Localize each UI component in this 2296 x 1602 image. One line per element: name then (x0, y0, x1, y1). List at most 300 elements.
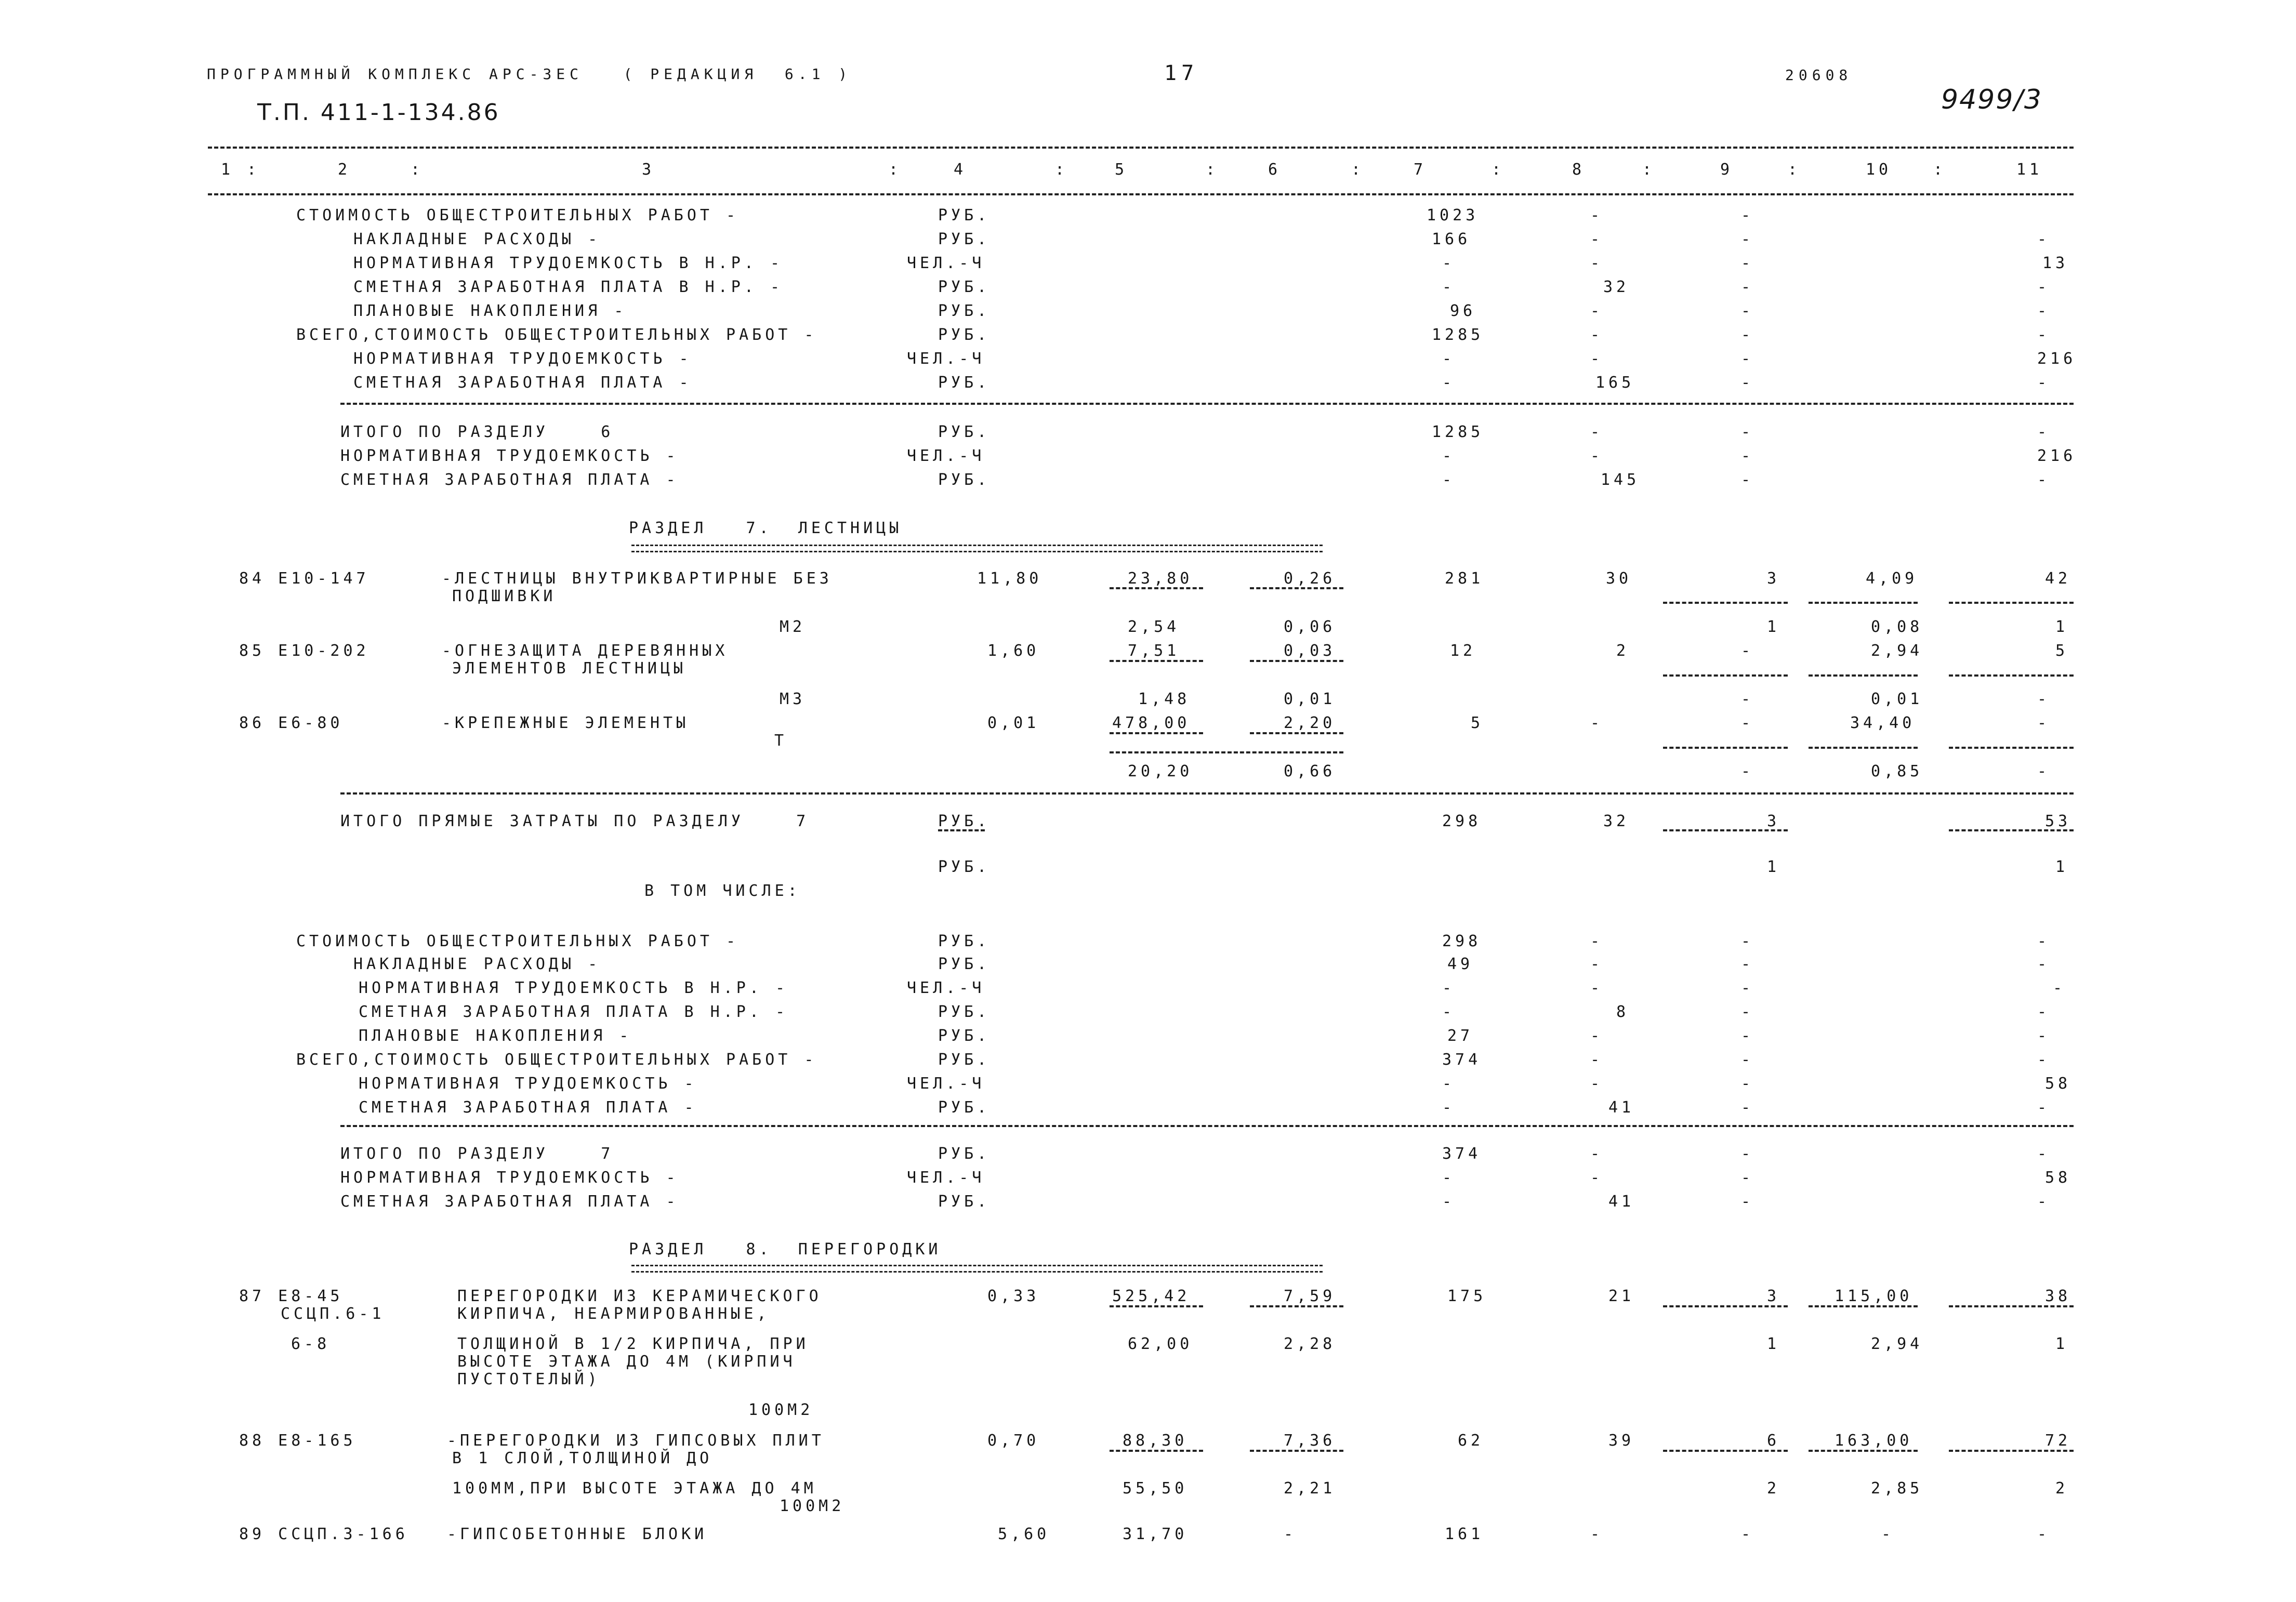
table-cell: - (1741, 447, 1754, 465)
table-cell: - (2037, 374, 2051, 392)
table-cell: НОРМАТИВНАЯ ТРУДОЕМКОСТЬ - (340, 447, 679, 465)
table-cell: ВЫСОТЕ ЭТАЖА ДО 4М (КИРПИЧ (457, 1353, 796, 1371)
table-cell: НОРМАТИВНАЯ ТРУДОЕМКОСТЬ - (340, 1169, 679, 1187)
table-cell: - (2037, 278, 2051, 296)
table-cell: 12 (1450, 642, 1476, 660)
rule-87-c10 (1809, 1305, 1918, 1307)
table-cell: РУБ. (938, 1027, 991, 1045)
table-cell: 87 Е8-45 (239, 1287, 344, 1305)
table-cell: - (1442, 471, 1456, 489)
table-cell: 0,06 (1284, 618, 1336, 636)
table-cell: - (1442, 278, 1456, 296)
table-cell: -ЛЕСТНИЦЫ ВНУТРИКВАРТИРНЫЕ БЕЗ (442, 570, 833, 588)
table-cell: 27 (1447, 1027, 1474, 1045)
table-cell: 3 (1767, 812, 1780, 830)
table-cell: - (1741, 932, 1754, 950)
rule-top (208, 147, 2074, 149)
rule-86-c5 (1110, 732, 1203, 734)
table-cell: - (2037, 423, 2051, 441)
table-cell: РУБ. (938, 374, 991, 392)
table-cell: ПУСТОТЕЛЫЙ) (457, 1370, 601, 1388)
table-cell: СТОИМОСТЬ ОБЩЕСТРОИТЕЛЬНЫХ РАБОТ - (296, 206, 740, 224)
rule-88-c9 (1663, 1450, 1788, 1452)
table-cell: - (1442, 374, 1456, 392)
rule-section6-subtotal (340, 403, 2074, 405)
rule-86-c9 (1663, 747, 1788, 749)
table-cell: - (1741, 1525, 1754, 1543)
rule-88-c5 (1110, 1450, 1203, 1452)
table-cell: СМЕТНАЯ ЗАРАБОТНАЯ ПЛАТА - (340, 1193, 679, 1211)
table-cell: 298 (1442, 932, 1482, 950)
table-cell: 2 (1767, 1479, 1780, 1498)
table-cell: 34,40 (1850, 714, 1916, 732)
rule-86-c10 (1809, 747, 1918, 749)
table-cell: 88,30 (1123, 1432, 1188, 1450)
column-separator: : (411, 161, 424, 179)
document-code: 20608 (1785, 67, 1853, 84)
table-cell: 5 (2055, 642, 2069, 660)
table-cell: 0,85 (1871, 762, 1923, 780)
table-cell: - (1590, 302, 1604, 320)
table-cell: -ПЕРЕГОРОДКИ ИЗ ГИПСОВЫХ ПЛИТ (447, 1432, 825, 1450)
table-cell: - (1741, 979, 1754, 997)
table-cell: 163,00 (1835, 1432, 1913, 1450)
table-cell: 2 (2055, 1479, 2069, 1498)
table-cell: ИТОГО ПО РАЗДЕЛУ 6 (340, 423, 614, 441)
table-cell: РУБ. (938, 471, 991, 489)
column-number: 10 (1866, 161, 1892, 179)
table-cell: 0,01 (1871, 690, 1923, 708)
table-cell: 100ММ,ПРИ ВЫСОТЕ ЭТАЖА ДО 4М (452, 1479, 817, 1498)
table-cell: 0,03 (1284, 642, 1336, 660)
table-cell: НОРМАТИВНАЯ ТРУДОЕМКОСТЬ - (353, 350, 692, 368)
table-cell: СМЕТНАЯ ЗАРАБОТНАЯ ПЛАТА - (340, 471, 679, 489)
column-number: 11 (2016, 161, 2043, 179)
rule-85-c5 (1110, 660, 1203, 662)
rule-section7-items-total (1110, 751, 1343, 753)
column-number: 7 (1414, 161, 1427, 179)
table-cell: ЧЕЛ.-Ч (907, 979, 985, 997)
table-cell: 1023 (1427, 206, 1479, 224)
document-id: Т.П. 411-1-134.86 (257, 99, 500, 126)
column-separator: : (1492, 161, 1505, 179)
table-cell: 2,54 (1128, 618, 1180, 636)
table-cell: 85 Е10-202 (239, 642, 370, 660)
table-cell: 298 (1442, 812, 1482, 830)
table-cell: - (1442, 1075, 1456, 1093)
table-cell: - (1741, 206, 1754, 224)
table-cell: - (1442, 254, 1456, 272)
table-cell: 0,01 (987, 714, 1040, 732)
table-cell: 3 (1767, 1287, 1780, 1305)
rule-85-c10 (1809, 674, 1918, 677)
table-cell: РУБ. (938, 423, 991, 441)
table-cell: 2,20 (1284, 714, 1336, 732)
table-cell: - (1590, 1027, 1604, 1045)
table-cell: - (1741, 1003, 1754, 1021)
table-cell: СМЕТНАЯ ЗАРАБОТНАЯ ПЛАТА - (359, 1098, 697, 1117)
table-cell: 84 Е10-147 (239, 570, 370, 588)
rule-85-c6 (1250, 660, 1343, 662)
rule-85-c11 (1949, 674, 2074, 677)
table-cell: 165 (1595, 374, 1635, 392)
table-cell: - (1590, 423, 1604, 441)
table-cell: - (1741, 955, 1754, 973)
table-cell: 115,00 (1835, 1287, 1913, 1305)
rule-85-c9 (1663, 674, 1788, 677)
table-cell: РАЗДЕЛ 7. ЛЕСТНИЦЫ (629, 519, 903, 537)
table-cell: - (1741, 762, 1754, 780)
column-number: 8 (1572, 161, 1586, 179)
table-cell: - (1442, 1003, 1456, 1021)
table-cell: М2 (780, 618, 806, 636)
table-cell: 0,08 (1871, 618, 1923, 636)
table-cell: - (1590, 1169, 1604, 1187)
table-cell: 39 (1608, 1432, 1635, 1450)
rule-86-c6 (1250, 732, 1343, 734)
table-cell: 3 (1767, 570, 1780, 588)
table-cell: 31,70 (1123, 1525, 1188, 1543)
table-cell: РУБ. (938, 1193, 991, 1211)
column-separator: : (1055, 161, 1068, 179)
table-cell: 11,80 (977, 570, 1043, 588)
table-cell: ЧЕЛ.-Ч (907, 350, 985, 368)
table-cell: М3 (780, 690, 806, 708)
table-cell: СМЕТНАЯ ЗАРАБОТНАЯ ПЛАТА - (353, 374, 692, 392)
table-cell: 96 (1450, 302, 1476, 320)
table-cell: 1 (2055, 858, 2069, 876)
table-cell: 72 (2045, 1432, 2071, 1450)
rule-86-c11 (1949, 747, 2074, 749)
table-cell: РУБ. (938, 302, 991, 320)
table-cell: 5 (1471, 714, 1484, 732)
table-cell: 2,21 (1284, 1479, 1336, 1498)
table-cell: - (1590, 206, 1604, 224)
table-cell: - (1590, 350, 1604, 368)
table-cell: - (1741, 1193, 1754, 1211)
table-cell: 42 (2045, 570, 2071, 588)
table-cell: НОРМАТИВНАЯ ТРУДОЕМКОСТЬ - (359, 1075, 697, 1093)
table-cell: 1 (2055, 1335, 2069, 1353)
table-cell: 0,33 (987, 1287, 1040, 1305)
table-cell: 175 (1447, 1287, 1487, 1305)
table-cell: РУБ. (938, 955, 991, 973)
table-cell: - (1741, 350, 1754, 368)
table-cell: ЧЕЛ.-Ч (907, 1075, 985, 1093)
table-cell: 88 Е8-165 (239, 1432, 357, 1450)
rule-section7-direct (340, 792, 2074, 795)
rule-88-c6 (1250, 1450, 1343, 1452)
table-cell: - (1881, 1525, 1895, 1543)
table-cell: - (2037, 762, 2051, 780)
column-separator: : (1206, 161, 1219, 179)
table-cell: ТОЛЩИНОЙ В 1/2 КИРПИЧА, ПРИ (457, 1335, 809, 1353)
table-cell: 41 (1608, 1098, 1635, 1117)
table-cell: - (1590, 979, 1604, 997)
table-cell: 374 (1442, 1145, 1482, 1163)
table-cell: - (2037, 1525, 2051, 1543)
table-cell: Т (774, 732, 788, 750)
table-cell: РУБ. (938, 230, 991, 248)
table-cell: - (2037, 714, 2051, 732)
column-separator: : (1933, 161, 1947, 179)
table-cell: РУБ. (938, 812, 991, 830)
table-cell: 166 (1432, 230, 1471, 248)
table-cell: - (1590, 932, 1604, 950)
table-cell: - (2037, 1003, 2051, 1021)
table-cell: - (2037, 302, 2051, 320)
column-number: 6 (1268, 161, 1282, 179)
column-separator: : (1642, 161, 1656, 179)
table-cell: 58 (2045, 1169, 2071, 1187)
table-cell: - (1442, 447, 1456, 465)
program-header: ПРОГРАММНЫЙ КОМПЛЕКС АРС-ЗЕС ( РЕДАКЦИЯ 6.1 ) (207, 65, 852, 83)
table-cell: РУБ. (938, 326, 991, 344)
table-cell: - (2037, 1098, 2051, 1117)
table-cell: 0,01 (1284, 690, 1336, 708)
table-cell: - (2037, 1027, 2051, 1045)
table-cell: 89 ССЦП.3-166 (239, 1525, 408, 1543)
table-cell: РУБ. (938, 932, 991, 950)
table-cell: - (1741, 1075, 1754, 1093)
table-cell: 4,09 (1866, 570, 1918, 588)
table-cell: - (1741, 302, 1754, 320)
rule-section8-title (631, 1265, 1323, 1273)
table-cell: РАЗДЕЛ 8. ПЕРЕГОРОДКИ (629, 1240, 942, 1259)
column-number: 1 (221, 161, 234, 179)
table-cell: ПЛАНОВЫЕ НАКОПЛЕНИЯ - (359, 1027, 632, 1045)
table-cell: СМЕТНАЯ ЗАРАБОТНАЯ ПЛАТА В Н.Р. - (353, 278, 784, 296)
rule-88-c10 (1809, 1450, 1918, 1452)
table-cell: РУБ. (938, 1051, 991, 1069)
table-cell: 2,94 (1871, 642, 1923, 660)
table-cell: 7,59 (1284, 1287, 1336, 1305)
table-cell: - (1741, 374, 1754, 392)
table-cell: - (1590, 1051, 1604, 1069)
table-cell: - (1590, 955, 1604, 973)
table-cell: 1 (1767, 858, 1780, 876)
column-separator: : (247, 161, 260, 179)
table-cell: ЧЕЛ.-Ч (907, 1169, 985, 1187)
table-cell: ВСЕГО,СТОИМОСТЬ ОБЩЕСТРОИТЕЛЬНЫХ РАБОТ - (296, 1051, 817, 1069)
table-cell: 1,60 (987, 642, 1040, 660)
table-cell: СТОИМОСТЬ ОБЩЕСТРОИТЕЛЬНЫХ РАБОТ - (296, 932, 740, 950)
table-cell: - (1590, 254, 1604, 272)
table-cell: НАКЛАДНЫЕ РАСХОДЫ - (353, 955, 601, 973)
table-cell: 7,36 (1284, 1432, 1336, 1450)
table-cell: ИТОГО ПО РАЗДЕЛУ 7 (340, 1145, 614, 1163)
table-cell: ПОДШИВКИ (452, 587, 557, 605)
rule-87-c9 (1663, 1305, 1788, 1307)
table-cell: НОРМАТИВНАЯ ТРУДОЕМКОСТЬ В Н.Р. - (359, 979, 789, 997)
table-cell: - (2037, 230, 2051, 248)
table-cell: - (1741, 1169, 1754, 1187)
table-cell: - (1741, 230, 1754, 248)
table-cell: 49 (1447, 955, 1474, 973)
table-cell: 1285 (1432, 423, 1484, 441)
rule-section7-subtotal (340, 1125, 2074, 1127)
table-cell: ПЕРЕГОРОДКИ ИЗ КЕРАМИЧЕСКОГО (457, 1287, 822, 1305)
table-cell: 32 (1603, 278, 1630, 296)
table-cell: 1,48 (1138, 690, 1191, 708)
table-cell: ПЛАНОВЫЕ НАКОПЛЕНИЯ - (353, 302, 627, 320)
table-cell: 1285 (1432, 326, 1484, 344)
table-cell: - (1741, 326, 1754, 344)
table-cell: - (1442, 350, 1456, 368)
table-cell: ССЦП.6-1 (281, 1305, 385, 1323)
table-cell: 5,60 (998, 1525, 1050, 1543)
table-cell: ЭЛЕМЕНТОВ ЛЕСТНИЦЫ (452, 659, 687, 678)
table-cell: - (1590, 1525, 1604, 1543)
table-cell: КИРПИЧА, НЕАРМИРОВАННЫЕ, (457, 1305, 770, 1323)
table-cell: 53 (2045, 812, 2071, 830)
column-number: 2 (338, 161, 351, 179)
table-cell: 1 (2055, 618, 2069, 636)
table-cell: 145 (1601, 471, 1640, 489)
table-cell: 23,80 (1128, 570, 1193, 588)
table-cell: -ГИПСОБЕТОННЫЕ БЛОКИ (447, 1525, 708, 1543)
table-cell: 281 (1445, 570, 1484, 588)
table-cell: - (1284, 1525, 1297, 1543)
table-cell: 32 (1603, 812, 1630, 830)
table-cell: ВСЕГО,СТОИМОСТЬ ОБЩЕСТРОИТЕЛЬНЫХ РАБОТ - (296, 326, 817, 344)
table-cell: - (1741, 1051, 1754, 1069)
column-number: 3 (642, 161, 655, 179)
table-cell: - (2037, 1051, 2051, 1069)
page-number: 17 (1164, 61, 1199, 85)
table-cell: 30 (1606, 570, 1632, 588)
table-cell: ИТОГО ПРЯМЫЕ ЗАТРАТЫ ПО РАЗДЕЛУ 7 (340, 812, 810, 830)
rule-84-c11 (1949, 602, 2074, 604)
rule-87-c11 (1949, 1305, 2074, 1307)
archive-stamp: 9499/3 (1941, 84, 2042, 115)
table-cell: - (1590, 714, 1604, 732)
rule-84-c10 (1809, 602, 1918, 604)
table-cell: 0,70 (987, 1432, 1040, 1450)
column-number: 9 (1720, 161, 1734, 179)
table-cell: В ТОМ ЧИСЛЕ: (644, 882, 801, 900)
table-cell: - (1442, 979, 1456, 997)
table-cell: 6 (1767, 1432, 1780, 1450)
column-separator: : (889, 161, 902, 179)
table-cell: 216 (2037, 350, 2077, 368)
table-cell: ЧЕЛ.-Ч (907, 447, 985, 465)
table-cell: 1 (1767, 618, 1780, 636)
table-cell: - (1741, 1098, 1754, 1117)
table-cell: 8 (1616, 1003, 1630, 1021)
table-cell: 41 (1608, 1193, 1635, 1211)
table-cell: 1 (1767, 1335, 1780, 1353)
table-cell: 374 (1442, 1051, 1482, 1069)
table-cell: - (1741, 1145, 1754, 1163)
table-cell: В 1 СЛОЙ,ТОЛЩИНОЙ ДО (452, 1449, 713, 1467)
table-cell: - (1442, 1169, 1456, 1187)
table-cell: - (2037, 1193, 2051, 1211)
table-cell: 21 (1608, 1287, 1635, 1305)
table-cell: - (1590, 1075, 1604, 1093)
rule-under-header (208, 193, 2074, 195)
table-cell: ЧЕЛ.-Ч (907, 254, 985, 272)
table-cell: 100М2 (748, 1401, 814, 1419)
table-cell: 7,51 (1128, 642, 1180, 660)
table-cell: 62 (1458, 1432, 1484, 1450)
table-cell: - (2037, 1145, 2051, 1163)
table-cell: 2,85 (1871, 1479, 1923, 1498)
table-cell: - (1590, 230, 1604, 248)
table-cell: - (1741, 254, 1754, 272)
rule-84-c9 (1663, 602, 1788, 604)
table-cell: 525,42 (1112, 1287, 1191, 1305)
table-cell: - (1741, 278, 1754, 296)
table-cell: 0,66 (1284, 762, 1336, 780)
table-cell: СМЕТНАЯ ЗАРАБОТНАЯ ПЛАТА В Н.Р. - (359, 1003, 789, 1021)
table-cell: -ОГНЕЗАЩИТА ДЕРЕВЯННЫХ (442, 642, 729, 660)
table-cell: - (2037, 326, 2051, 344)
table-cell: 2 (1616, 642, 1630, 660)
column-separator: : (1351, 161, 1365, 179)
table-cell: -КРЕПЕЖНЫЕ ЭЛЕМЕНТЫ (442, 714, 690, 732)
table-cell: 38 (2045, 1287, 2071, 1305)
table-cell: - (1741, 642, 1754, 660)
table-cell: - (1741, 690, 1754, 708)
table-cell: РУБ. (938, 1145, 991, 1163)
table-cell: 20,20 (1128, 762, 1193, 780)
table-cell: 62,00 (1128, 1335, 1193, 1353)
rule-87-c5 (1110, 1305, 1203, 1307)
table-cell: 13 (2042, 254, 2069, 272)
column-number: 4 (954, 161, 967, 179)
table-cell: 58 (2045, 1075, 2071, 1093)
table-cell: 478,00 (1112, 714, 1191, 732)
rule-88-c11 (1949, 1450, 2074, 1452)
table-cell: 86 Е6-80 (239, 714, 344, 732)
rule-section7-title (631, 545, 1323, 552)
table-cell: 6-8 (291, 1335, 331, 1353)
table-cell: - (1741, 471, 1754, 489)
table-cell: НАКЛАДНЫЕ РАСХОДЫ - (353, 230, 601, 248)
table-cell: РУБ. (938, 1098, 991, 1117)
column-separator: : (1788, 161, 1801, 179)
table-cell: 0,26 (1284, 570, 1336, 588)
table-cell: - (1741, 714, 1754, 732)
table-cell: РУБ. (938, 206, 991, 224)
table-cell: - (2053, 979, 2066, 997)
table-cell: 2,94 (1871, 1335, 1923, 1353)
table-cell: РУБ. (938, 858, 991, 876)
table-cell: - (2037, 690, 2051, 708)
table-cell: НОРМАТИВНАЯ ТРУДОЕМКОСТЬ В Н.Р. - (353, 254, 784, 272)
table-cell: - (1442, 1098, 1456, 1117)
table-cell: - (1741, 1027, 1754, 1045)
table-cell: - (1590, 326, 1604, 344)
table-cell: 55,50 (1123, 1479, 1188, 1498)
column-number: 5 (1115, 161, 1128, 179)
table-cell: - (2037, 955, 2051, 973)
table-cell: 161 (1445, 1525, 1484, 1543)
table-cell: - (1442, 1193, 1456, 1211)
table-cell: 100М2 (780, 1497, 845, 1515)
table-cell: 216 (2037, 447, 2077, 465)
table-cell: - (1590, 1145, 1604, 1163)
table-cell: - (2037, 932, 2051, 950)
table-cell: - (2037, 471, 2051, 489)
table-cell: 2,28 (1284, 1335, 1336, 1353)
table-cell: - (1590, 447, 1604, 465)
rule-87-c6 (1250, 1305, 1343, 1307)
table-cell: РУБ. (938, 1003, 991, 1021)
table-cell: - (1741, 423, 1754, 441)
table-cell: РУБ. (938, 278, 991, 296)
